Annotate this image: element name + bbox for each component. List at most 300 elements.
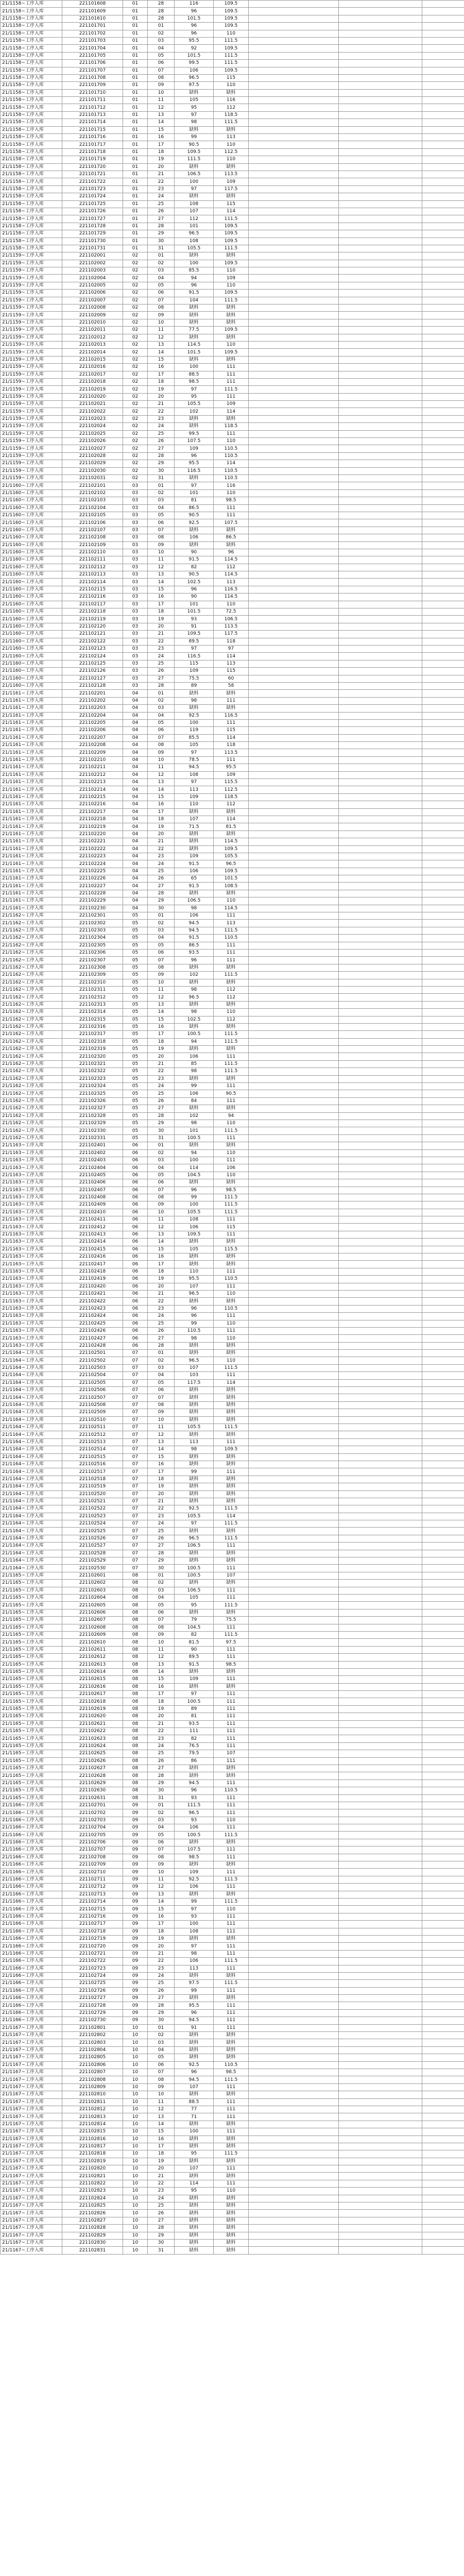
empty-cell[interactable]: [249, 682, 339, 689]
process-cell[interactable]: 21/1162~工序入库: [1, 1060, 62, 1067]
empty-cell[interactable]: [339, 1528, 422, 1535]
seq-cell[interactable]: 01: [148, 690, 175, 697]
serial-cell[interactable]: 221101717: [62, 141, 123, 148]
value-b-cell[interactable]: 111: [214, 1869, 249, 1876]
empty-cell[interactable]: [249, 1646, 339, 1653]
value-a-cell[interactable]: 106: [175, 67, 214, 74]
seq-cell[interactable]: 25: [148, 1750, 175, 1757]
serial-cell[interactable]: 221102611: [62, 1646, 123, 1653]
value-a-cell[interactable]: 104.5: [175, 1624, 214, 1631]
empty-cell[interactable]: [339, 401, 422, 408]
empty-cell[interactable]: [422, 2121, 464, 2128]
empty-cell[interactable]: [249, 1735, 339, 1742]
seq-cell[interactable]: 13: [148, 779, 175, 786]
group-cell[interactable]: 09: [123, 1824, 148, 1832]
group-cell[interactable]: 10: [123, 2202, 148, 2210]
process-cell[interactable]: 21/1158~工序入库: [1, 163, 62, 171]
process-cell[interactable]: 21/1163~工序入库: [1, 1172, 62, 1179]
seq-cell[interactable]: 10: [148, 979, 175, 986]
value-a-cell[interactable]: 缺料: [175, 1416, 214, 1423]
value-a-cell[interactable]: 缺料: [175, 89, 214, 96]
empty-cell[interactable]: [422, 1617, 464, 1624]
empty-cell[interactable]: [422, 2054, 464, 2061]
serial-cell[interactable]: 221102807: [62, 2069, 123, 2076]
empty-cell[interactable]: [249, 986, 339, 993]
empty-cell[interactable]: [249, 2158, 339, 2165]
seq-cell[interactable]: 26: [148, 1097, 175, 1105]
group-cell[interactable]: 06: [123, 1187, 148, 1194]
group-cell[interactable]: 05: [123, 1083, 148, 1090]
group-cell[interactable]: 06: [123, 1268, 148, 1275]
value-b-cell[interactable]: 98.5: [214, 2069, 249, 2076]
empty-cell[interactable]: [249, 1453, 339, 1461]
empty-cell[interactable]: [422, 912, 464, 920]
process-cell[interactable]: 21/1158~工序入库: [1, 119, 62, 126]
empty-cell[interactable]: [422, 675, 464, 682]
serial-cell[interactable]: 221102412: [62, 1224, 123, 1231]
group-cell[interactable]: 01: [123, 30, 148, 37]
process-cell[interactable]: 21/1166~工序入库: [1, 1950, 62, 1957]
process-cell[interactable]: 21/1164~工序入库: [1, 1372, 62, 1379]
seq-cell[interactable]: 15: [148, 356, 175, 363]
empty-cell[interactable]: [422, 1268, 464, 1275]
process-cell[interactable]: 21/1161~工序入库: [1, 816, 62, 823]
empty-cell[interactable]: [422, 467, 464, 474]
value-b-cell[interactable]: 缺料: [214, 1935, 249, 1942]
empty-cell[interactable]: [339, 556, 422, 564]
seq-cell[interactable]: 26: [148, 1535, 175, 1542]
serial-cell[interactable]: 221102811: [62, 2098, 123, 2106]
empty-cell[interactable]: [339, 356, 422, 363]
empty-cell[interactable]: [249, 1112, 339, 1120]
empty-cell[interactable]: [422, 1298, 464, 1305]
value-a-cell[interactable]: 109: [175, 793, 214, 801]
empty-cell[interactable]: [339, 838, 422, 845]
group-cell[interactable]: 04: [123, 860, 148, 868]
value-a-cell[interactable]: 106: [175, 534, 214, 541]
value-b-cell[interactable]: 118.5: [214, 423, 249, 430]
process-cell[interactable]: 21/1163~工序入库: [1, 1276, 62, 1283]
seq-cell[interactable]: 12: [148, 1654, 175, 1661]
value-a-cell[interactable]: 98.5: [175, 1854, 214, 1861]
seq-cell[interactable]: 13: [148, 1891, 175, 1898]
process-cell[interactable]: 21/1158~工序入库: [1, 185, 62, 193]
value-a-cell[interactable]: 77.5: [175, 327, 214, 334]
process-cell[interactable]: 21/1159~工序入库: [1, 327, 62, 334]
group-cell[interactable]: 09: [123, 1861, 148, 1869]
empty-cell[interactable]: [249, 193, 339, 200]
empty-cell[interactable]: [339, 1742, 422, 1750]
process-cell[interactable]: 21/1165~工序入库: [1, 1572, 62, 1579]
value-a-cell[interactable]: 96.5: [175, 1809, 214, 1817]
empty-cell[interactable]: [339, 1950, 422, 1957]
value-a-cell[interactable]: 105: [175, 1246, 214, 1253]
process-cell[interactable]: 21/1159~工序入库: [1, 467, 62, 474]
serial-cell[interactable]: 221102105: [62, 512, 123, 519]
process-cell[interactable]: 21/1160~工序入库: [1, 497, 62, 504]
seq-cell[interactable]: 22: [148, 408, 175, 415]
value-a-cell[interactable]: 缺料: [175, 319, 214, 326]
group-cell[interactable]: 07: [123, 1513, 148, 1520]
empty-cell[interactable]: [422, 719, 464, 726]
seq-cell[interactable]: 20: [148, 1283, 175, 1290]
serial-cell[interactable]: 221102118: [62, 608, 123, 616]
value-b-cell[interactable]: 109.5: [214, 1446, 249, 1453]
empty-cell[interactable]: [249, 935, 339, 942]
empty-cell[interactable]: [249, 119, 339, 126]
value-a-cell[interactable]: 107: [175, 1364, 214, 1371]
empty-cell[interactable]: [422, 1980, 464, 1987]
group-cell[interactable]: 07: [123, 1431, 148, 1438]
serial-cell[interactable]: 221102320: [62, 1053, 123, 1060]
process-cell[interactable]: 21/1167~工序入库: [1, 2061, 62, 2069]
group-cell[interactable]: 06: [123, 1246, 148, 1253]
seq-cell[interactable]: 03: [148, 705, 175, 712]
seq-cell[interactable]: 04: [148, 1372, 175, 1379]
seq-cell[interactable]: 19: [148, 2158, 175, 2165]
process-cell[interactable]: 21/1159~工序入库: [1, 438, 62, 445]
group-cell[interactable]: 04: [123, 690, 148, 697]
value-a-cell[interactable]: 96.5: [175, 994, 214, 1001]
group-cell[interactable]: 07: [123, 1535, 148, 1542]
seq-cell[interactable]: 18: [148, 1476, 175, 1483]
process-cell[interactable]: 21/1160~工序入库: [1, 489, 62, 497]
serial-cell[interactable]: 221102721: [62, 1950, 123, 1957]
empty-cell[interactable]: [249, 1876, 339, 1883]
empty-cell[interactable]: [249, 645, 339, 652]
value-b-cell[interactable]: 111: [214, 1157, 249, 1164]
seq-cell[interactable]: 04: [148, 504, 175, 512]
seq-cell[interactable]: 06: [148, 60, 175, 67]
empty-cell[interactable]: [249, 1298, 339, 1305]
serial-cell[interactable]: 221102624: [62, 1742, 123, 1750]
group-cell[interactable]: 02: [123, 341, 148, 348]
group-cell[interactable]: 03: [123, 594, 148, 601]
serial-cell[interactable]: 221102418: [62, 1268, 123, 1275]
process-cell[interactable]: 21/1160~工序入库: [1, 512, 62, 519]
value-a-cell[interactable]: 缺料: [175, 1483, 214, 1490]
process-cell[interactable]: 21/1166~工序入库: [1, 1876, 62, 1883]
value-a-cell[interactable]: 90.5: [175, 512, 214, 519]
group-cell[interactable]: 04: [123, 890, 148, 897]
value-a-cell[interactable]: 97: [175, 1520, 214, 1528]
value-a-cell[interactable]: 缺料: [175, 1105, 214, 1112]
value-a-cell[interactable]: 91.5: [175, 556, 214, 564]
empty-cell[interactable]: [339, 1861, 422, 1869]
seq-cell[interactable]: 08: [148, 1401, 175, 1409]
group-cell[interactable]: 09: [123, 1935, 148, 1942]
group-cell[interactable]: 02: [123, 304, 148, 312]
process-cell[interactable]: 21/1163~工序入库: [1, 1342, 62, 1349]
value-a-cell[interactable]: 105.5: [175, 1209, 214, 1216]
empty-cell[interactable]: [339, 141, 422, 148]
value-a-cell[interactable]: 缺料: [175, 1765, 214, 1772]
group-cell[interactable]: 07: [123, 1409, 148, 1416]
group-cell[interactable]: 04: [123, 705, 148, 712]
group-cell[interactable]: 01: [123, 200, 148, 208]
empty-cell[interactable]: [422, 238, 464, 245]
empty-cell[interactable]: [422, 1431, 464, 1438]
seq-cell[interactable]: 02: [148, 1357, 175, 1364]
seq-cell[interactable]: 21: [148, 1498, 175, 1505]
value-b-cell[interactable]: 110: [214, 30, 249, 37]
process-cell[interactable]: 21/1158~工序入库: [1, 30, 62, 37]
value-a-cell[interactable]: 101.5: [175, 15, 214, 22]
value-b-cell[interactable]: 111: [214, 950, 249, 957]
seq-cell[interactable]: 03: [148, 497, 175, 504]
value-b-cell[interactable]: 111.5: [214, 972, 249, 979]
empty-cell[interactable]: [339, 786, 422, 793]
value-b-cell[interactable]: 113.5: [214, 171, 249, 178]
seq-cell[interactable]: 17: [148, 1031, 175, 1038]
process-cell[interactable]: 21/1159~工序入库: [1, 267, 62, 275]
empty-cell[interactable]: [249, 950, 339, 957]
value-b-cell[interactable]: 118: [214, 742, 249, 749]
serial-cell[interactable]: 221102029: [62, 460, 123, 467]
process-cell[interactable]: 21/1166~工序入库: [1, 1972, 62, 1979]
empty-cell[interactable]: [422, 1572, 464, 1579]
empty-cell[interactable]: [422, 742, 464, 749]
empty-cell[interactable]: [339, 200, 422, 208]
serial-cell[interactable]: 221101719: [62, 156, 123, 163]
value-a-cell[interactable]: 缺料: [175, 1453, 214, 1461]
process-cell[interactable]: 21/1163~工序入库: [1, 1157, 62, 1164]
seq-cell[interactable]: 10: [148, 756, 175, 764]
group-cell[interactable]: 01: [123, 60, 148, 67]
empty-cell[interactable]: [339, 252, 422, 260]
value-b-cell[interactable]: 111.5: [214, 1980, 249, 1987]
value-a-cell[interactable]: 100.5: [175, 1134, 214, 1142]
serial-cell[interactable]: 221102310: [62, 979, 123, 986]
group-cell[interactable]: 04: [123, 697, 148, 704]
value-a-cell[interactable]: 97: [175, 111, 214, 118]
group-cell[interactable]: 05: [123, 942, 148, 949]
seq-cell[interactable]: 29: [148, 2232, 175, 2239]
empty-cell[interactable]: [249, 1364, 339, 1371]
empty-cell[interactable]: [339, 1691, 422, 1698]
seq-cell[interactable]: 10: [148, 1416, 175, 1423]
empty-cell[interactable]: [422, 267, 464, 275]
serial-cell[interactable]: 221102814: [62, 2121, 123, 2128]
empty-cell[interactable]: [422, 682, 464, 689]
serial-cell[interactable]: 221102520: [62, 1490, 123, 1498]
seq-cell[interactable]: 06: [148, 1387, 175, 1394]
process-cell[interactable]: 21/1158~工序入库: [1, 37, 62, 44]
seq-cell[interactable]: 26: [148, 208, 175, 215]
group-cell[interactable]: 06: [123, 1224, 148, 1231]
empty-cell[interactable]: [422, 1001, 464, 1008]
value-a-cell[interactable]: 81: [175, 1713, 214, 1720]
value-a-cell[interactable]: 97: [175, 185, 214, 193]
value-b-cell[interactable]: 缺料: [214, 1476, 249, 1483]
value-a-cell[interactable]: 93.5: [175, 1720, 214, 1727]
value-a-cell[interactable]: 缺料: [175, 2136, 214, 2143]
group-cell[interactable]: 03: [123, 482, 148, 489]
value-b-cell[interactable]: 98.5: [214, 1661, 249, 1668]
value-b-cell[interactable]: 110: [214, 141, 249, 148]
empty-cell[interactable]: [422, 1031, 464, 1038]
process-cell[interactable]: 21/1163~工序入库: [1, 1283, 62, 1290]
seq-cell[interactable]: 21: [148, 1060, 175, 1067]
seq-cell[interactable]: 27: [148, 1335, 175, 1342]
empty-cell[interactable]: [339, 712, 422, 719]
value-b-cell[interactable]: 118.5: [214, 793, 249, 801]
process-cell[interactable]: 21/1159~工序入库: [1, 260, 62, 267]
empty-cell[interactable]: [422, 1668, 464, 1675]
seq-cell[interactable]: 23: [148, 1513, 175, 1520]
empty-cell[interactable]: [249, 282, 339, 289]
process-cell[interactable]: 21/1158~工序入库: [1, 104, 62, 111]
value-a-cell[interactable]: 97: [175, 779, 214, 786]
value-b-cell[interactable]: 111: [214, 1543, 249, 1550]
value-b-cell[interactable]: 111: [214, 393, 249, 400]
empty-cell[interactable]: [249, 415, 339, 422]
serial-cell[interactable]: 221102613: [62, 1661, 123, 1668]
value-a-cell[interactable]: 109: [175, 445, 214, 452]
empty-cell[interactable]: [422, 1090, 464, 1097]
value-a-cell[interactable]: 96.5: [175, 230, 214, 238]
value-a-cell[interactable]: 缺料: [175, 356, 214, 363]
group-cell[interactable]: 07: [123, 1379, 148, 1386]
seq-cell[interactable]: 02: [148, 1149, 175, 1157]
value-a-cell[interactable]: 缺料: [175, 1046, 214, 1053]
value-a-cell[interactable]: 缺料: [175, 527, 214, 534]
serial-cell[interactable]: 221102724: [62, 1972, 123, 1979]
seq-cell[interactable]: 26: [148, 1757, 175, 1765]
seq-cell[interactable]: 13: [148, 111, 175, 118]
serial-cell[interactable]: 221102701: [62, 1802, 123, 1809]
value-a-cell[interactable]: 91.5: [175, 935, 214, 942]
serial-cell[interactable]: 221102714: [62, 1899, 123, 1906]
value-a-cell[interactable]: 111: [175, 1728, 214, 1735]
process-cell[interactable]: 21/1166~工序入库: [1, 1995, 62, 2002]
serial-cell[interactable]: 221102727: [62, 1995, 123, 2002]
serial-cell[interactable]: 221102326: [62, 1097, 123, 1105]
empty-cell[interactable]: [422, 875, 464, 883]
value-b-cell[interactable]: 111: [214, 1757, 249, 1765]
group-cell[interactable]: 05: [123, 1127, 148, 1134]
empty-cell[interactable]: [422, 1876, 464, 1883]
seq-cell[interactable]: 10: [148, 319, 175, 326]
seq-cell[interactable]: 22: [148, 1728, 175, 1735]
group-cell[interactable]: 01: [123, 238, 148, 245]
process-cell[interactable]: 21/1158~工序入库: [1, 89, 62, 96]
empty-cell[interactable]: [339, 2113, 422, 2121]
empty-cell[interactable]: [249, 141, 339, 148]
value-b-cell[interactable]: 缺料: [214, 1387, 249, 1394]
empty-cell[interactable]: [339, 1305, 422, 1312]
empty-cell[interactable]: [339, 831, 422, 838]
empty-cell[interactable]: [249, 527, 339, 534]
empty-cell[interactable]: [249, 504, 339, 512]
group-cell[interactable]: 08: [123, 1661, 148, 1668]
group-cell[interactable]: 03: [123, 489, 148, 497]
empty-cell[interactable]: [339, 1320, 422, 1327]
serial-cell[interactable]: 221102725: [62, 1980, 123, 1987]
empty-cell[interactable]: [339, 1520, 422, 1528]
process-cell[interactable]: 21/1159~工序入库: [1, 386, 62, 393]
empty-cell[interactable]: [249, 912, 339, 920]
group-cell[interactable]: 08: [123, 1698, 148, 1705]
process-cell[interactable]: 21/1165~工序入库: [1, 1580, 62, 1587]
empty-cell[interactable]: [422, 260, 464, 267]
process-cell[interactable]: 21/1160~工序入库: [1, 660, 62, 667]
value-a-cell[interactable]: 117.5: [175, 1379, 214, 1386]
empty-cell[interactable]: [339, 571, 422, 579]
process-cell[interactable]: 21/1159~工序入库: [1, 452, 62, 460]
process-cell[interactable]: 21/1162~工序入库: [1, 1053, 62, 1060]
empty-cell[interactable]: [422, 1580, 464, 1587]
empty-cell[interactable]: [339, 2054, 422, 2061]
value-a-cell[interactable]: 93: [175, 616, 214, 623]
empty-cell[interactable]: [339, 1557, 422, 1565]
value-a-cell[interactable]: 112: [175, 215, 214, 223]
seq-cell[interactable]: 17: [148, 601, 175, 608]
empty-cell[interactable]: [422, 890, 464, 897]
empty-cell[interactable]: [339, 705, 422, 712]
seq-cell[interactable]: 20: [148, 1943, 175, 1950]
value-b-cell[interactable]: 111: [214, 1802, 249, 1809]
serial-cell[interactable]: 221101723: [62, 185, 123, 193]
value-a-cell[interactable]: 105.5: [175, 245, 214, 252]
value-b-cell[interactable]: 111.5: [214, 386, 249, 393]
group-cell[interactable]: 05: [123, 1046, 148, 1053]
process-cell[interactable]: 21/1167~工序入库: [1, 2113, 62, 2121]
empty-cell[interactable]: [339, 371, 422, 378]
value-a-cell[interactable]: 91.5: [175, 1661, 214, 1668]
value-b-cell[interactable]: 缺料: [214, 1409, 249, 1416]
process-cell[interactable]: 21/1159~工序入库: [1, 252, 62, 260]
seq-cell[interactable]: 05: [148, 1602, 175, 1609]
seq-cell[interactable]: 27: [148, 1543, 175, 1550]
group-cell[interactable]: 03: [123, 512, 148, 519]
empty-cell[interactable]: [249, 1194, 339, 1201]
empty-cell[interactable]: [422, 1742, 464, 1750]
seq-cell[interactable]: 27: [148, 2217, 175, 2224]
value-b-cell[interactable]: 111.5: [214, 1127, 249, 1134]
seq-cell[interactable]: 08: [148, 74, 175, 81]
empty-cell[interactable]: [339, 1817, 422, 1824]
serial-cell[interactable]: 221102620: [62, 1713, 123, 1720]
empty-cell[interactable]: [249, 1891, 339, 1898]
group-cell[interactable]: 03: [123, 645, 148, 652]
process-cell[interactable]: 21/1160~工序入库: [1, 623, 62, 630]
group-cell[interactable]: 06: [123, 1283, 148, 1290]
seq-cell[interactable]: 02: [148, 1809, 175, 1817]
serial-cell[interactable]: 221102608: [62, 1624, 123, 1631]
empty-cell[interactable]: [339, 1787, 422, 1794]
value-b-cell[interactable]: 112.5: [214, 148, 249, 156]
seq-cell[interactable]: 28: [148, 1, 175, 8]
value-b-cell[interactable]: 109.5: [214, 23, 249, 30]
empty-cell[interactable]: [422, 660, 464, 667]
value-b-cell[interactable]: 111: [214, 2009, 249, 2016]
value-a-cell[interactable]: 95.5: [175, 1276, 214, 1283]
empty-cell[interactable]: [249, 860, 339, 868]
group-cell[interactable]: 06: [123, 1149, 148, 1157]
value-b-cell[interactable]: 111.5: [214, 60, 249, 67]
process-cell[interactable]: 21/1163~工序入库: [1, 1216, 62, 1224]
value-b-cell[interactable]: 90.5: [214, 1090, 249, 1097]
empty-cell[interactable]: [422, 1698, 464, 1705]
value-b-cell[interactable]: 105.5: [214, 853, 249, 860]
group-cell[interactable]: 08: [123, 1750, 148, 1757]
group-cell[interactable]: 03: [123, 675, 148, 682]
value-b-cell[interactable]: 114: [214, 1379, 249, 1386]
process-cell[interactable]: 21/1166~工序入库: [1, 1958, 62, 1965]
group-cell[interactable]: 01: [123, 74, 148, 81]
value-a-cell[interactable]: 缺料: [175, 1550, 214, 1557]
